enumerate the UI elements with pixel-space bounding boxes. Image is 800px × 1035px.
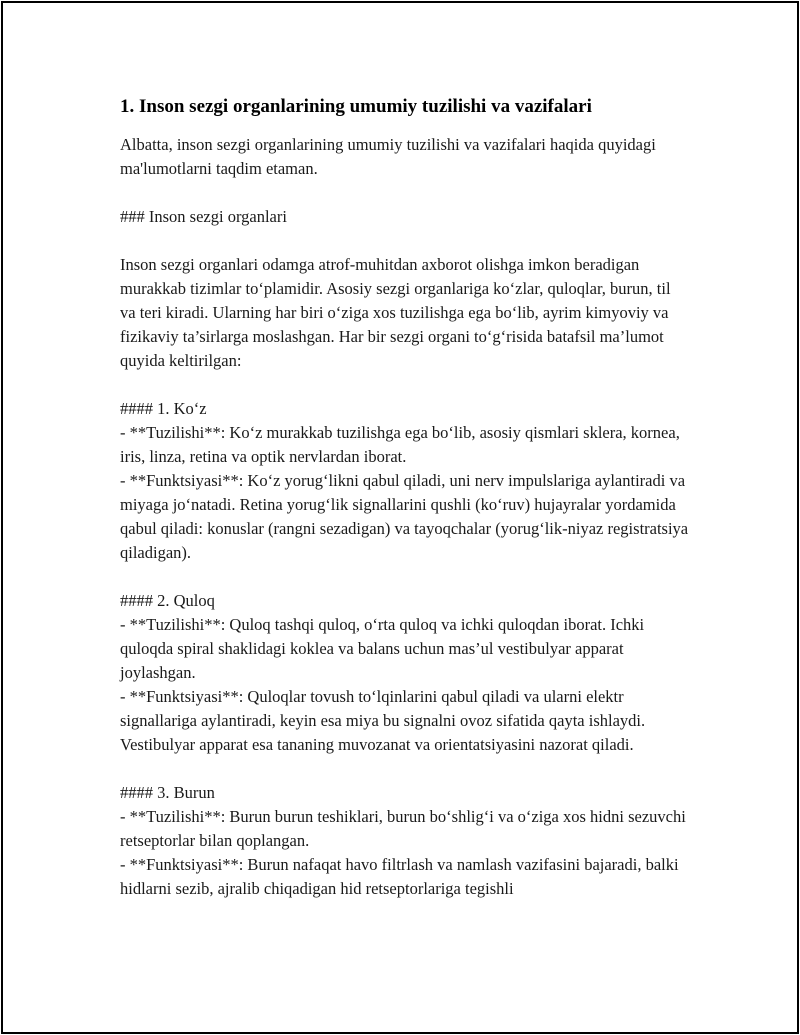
section-structure: - **Tuzilishi**: Burun burun teshiklari, burun bo‘shlig‘i va o‘ziga xos hidni sezuvchi retseptorlar bilan qoplangan.: [120, 807, 686, 850]
section-structure: - **Tuzilishi**: Ko‘z murakkab tuzilishga ega bo‘lib, asosiy qismlari sklera, kornea, iris, linza, retina va optik nervlardan iborat.: [120, 423, 680, 466]
page-frame: [1, 1, 799, 1034]
spacer: [120, 181, 690, 205]
overview-paragraph: Inson sezgi organlari odamga atrof-muhitdan axborot olishga imkon beradigan murakkab tizimlar to‘plamidir. Asosiy sezgi organlariga ko‘zlar, quloqlar, burun, til va teri kiradi. Ularning har biri o‘ziga xos tuzilishga ega bo‘lib, ayrim kimyoviy va fizikaviy ta’sirlarga moslashgan. Har bir sezgi organi to‘g‘risida batafsil ma’lumot quyida keltirilgan:: [120, 255, 671, 370]
section-function: - **Funktsiyasi**: Ko‘z yorug‘likni qabul qiladi, uni nerv impulslariga aylantiradi va miyaga jo‘natadi. Retina yorug‘lik signallarini qushli (ko‘ruv) hujayralar yordamida qabul qiladi: konuslar (rangni sezadigan) va tayoqchalar (yorug‘lik-niyaz registratsiya qiladigan).: [120, 471, 689, 562]
section-heading: #### 2. Quloq: [120, 591, 215, 610]
section-ear: [120, 589, 690, 757]
spacer: [120, 229, 690, 253]
spacer: [120, 373, 690, 397]
section-function: - **Funktsiyasi**: Quloqlar tovush to‘lqinlarini qabul qiladi va ularni elektr signallariga aylantiradi, keyin esa miya bu signalni ovoz sifatida qayta ishlaydi. Vestibulyar apparat esa tananing muvozanat va orientatsiyasini nazorat qiladi.: [120, 687, 646, 754]
section-eye: [120, 397, 690, 565]
section-function: - **Funktsiyasi**: Burun nafaqat havo filtrlash va namlash vazifasini bajaradi, balki hidlarni sezib, ajralib chiqadigan hid retseptorlariga tegishli: [120, 855, 679, 898]
document-body: [120, 95, 690, 901]
spacer: [120, 565, 690, 589]
document-title: 1. Inson sezgi organlarining umumiy tuzilishi va vazifalari: [120, 96, 592, 117]
main-heading: ### Inson sezgi organlari: [120, 207, 287, 226]
section-heading: #### 3. Burun: [120, 783, 215, 802]
spacer: [120, 757, 690, 781]
intro-paragraph: Albatta, inson sezgi organlarining umumiy tuzilishi va vazifalari haqida quyidagi ma'lumotlarni taqdim etaman.: [120, 135, 656, 178]
section-heading: #### 1. Ko‘z: [120, 399, 207, 418]
section-nose: [120, 781, 690, 901]
section-structure: - **Tuzilishi**: Quloq tashqi quloq, o‘rta quloq va ichki quloqdan iborat. Ichki quloqda spiral shaklidagi koklea va balans uchun mas’ul vestibulyar apparat joylashgan.: [120, 615, 645, 682]
